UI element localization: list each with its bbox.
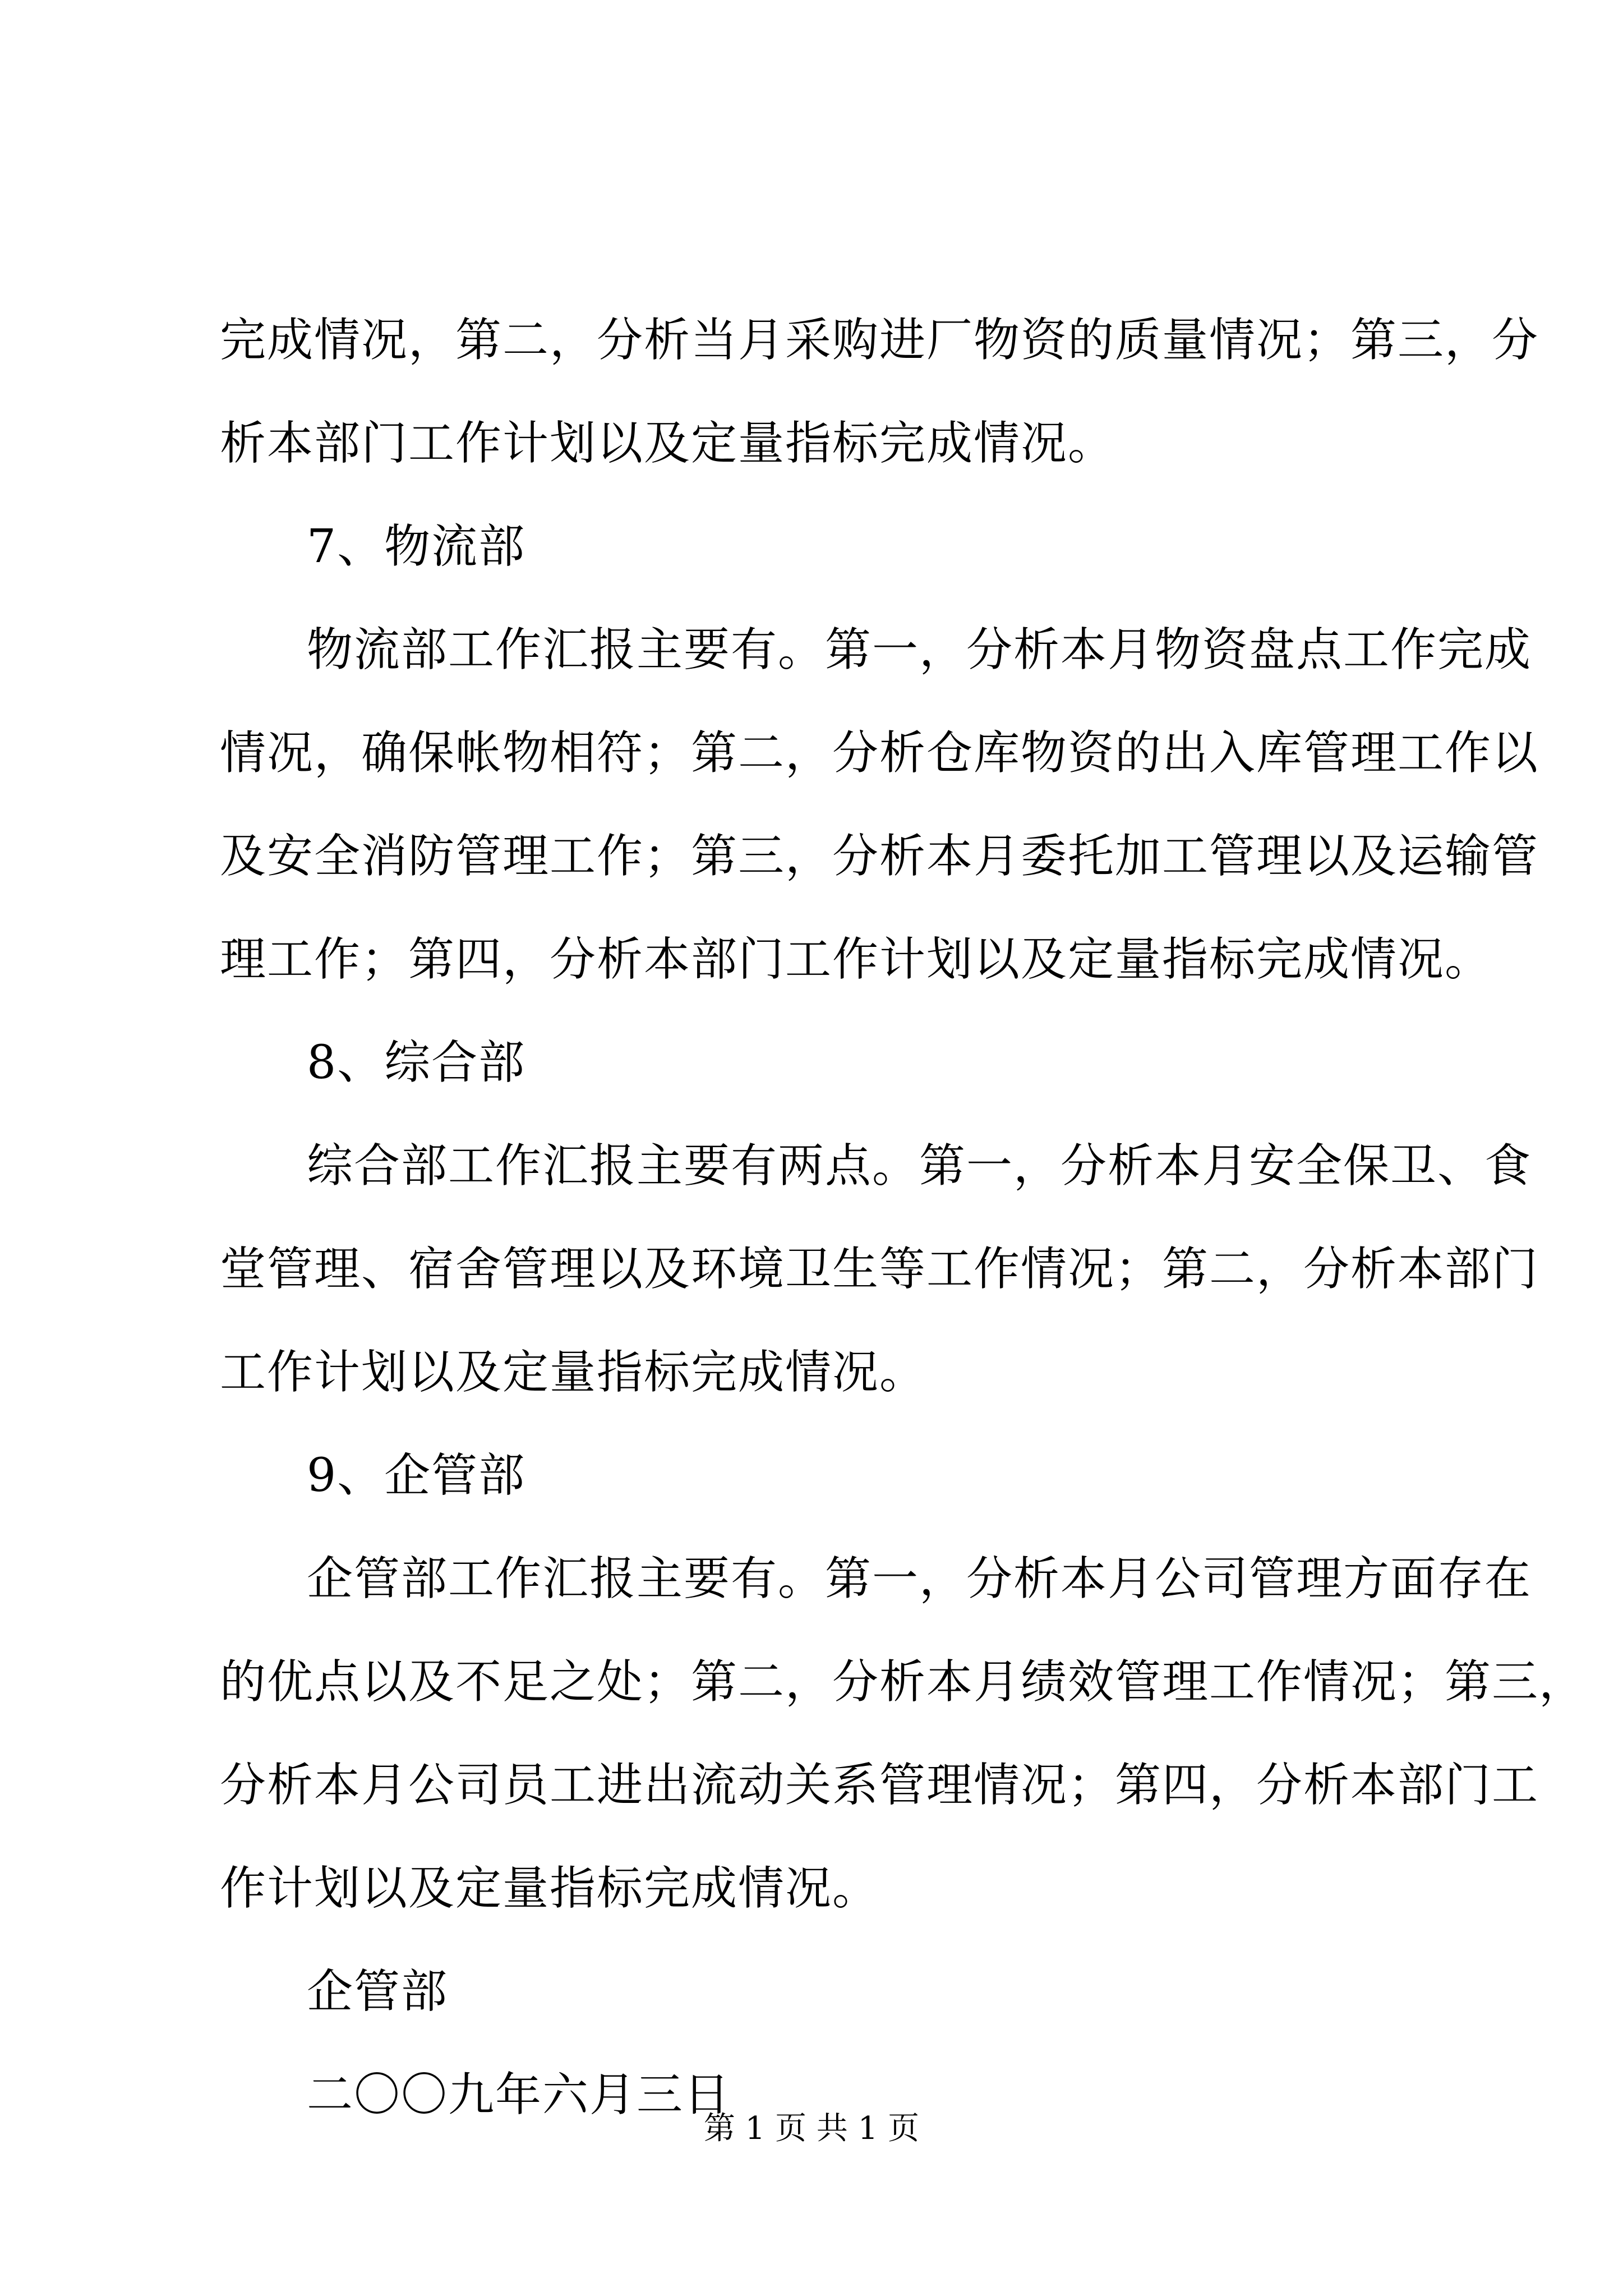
text-line-4: 物流部工作汇报主要有。第一，分析本月物资盘点工作完成 xyxy=(307,623,1532,677)
text-line-13: 企管部工作汇报主要有。第一，分析本月公司管理方面存在 xyxy=(307,1552,1532,1605)
signature-department: 企管部 xyxy=(307,1965,449,2018)
text-line-7: 理工作；第四，分析本部门工作计划以及定量指标完成情况。 xyxy=(220,933,1492,986)
section-heading-enterprise-management: 9、企管部 xyxy=(307,1449,526,1502)
text-line-11: 工作计划以及定量指标完成情况。 xyxy=(220,1346,927,1399)
document-body xyxy=(220,289,1587,2147)
text-line-16: 作计划以及定量指标完成情况。 xyxy=(220,1862,880,1915)
signature-date: 二〇〇九年六月三日 xyxy=(307,2068,731,2122)
text-line-5: 情况，确保帐物相符；第二，分析仓库物资的出入库管理工作以 xyxy=(220,726,1539,780)
section-heading-general-affairs: 8、综合部 xyxy=(307,1036,526,1089)
text-line-14: 的优点以及不足之处；第二，分析本月绩效管理工作情况；第三， xyxy=(220,1655,1587,1709)
text-line-15: 分析本月公司员工进出流动关系管理情况；第四，分析本部门工 xyxy=(220,1759,1539,1812)
text-line-2: 析本部门工作计划以及定量指标完成情况。 xyxy=(220,417,1115,470)
page-footer: 第 1 页 共 1 页 xyxy=(703,2110,920,2147)
section-heading-logistics: 7、物流部 xyxy=(307,520,526,573)
text-line-6: 及安全消防管理工作；第三，分析本月委托加工管理以及运输管 xyxy=(220,830,1539,883)
text-line-1: 完成情况，第二，分析当月采购进厂物资的质量情况；第三，分 xyxy=(220,314,1539,367)
text-line-9: 综合部工作汇报主要有两点。第一，分析本月安全保卫、食 xyxy=(307,1139,1532,1193)
text-line-10: 堂管理、宿舍管理以及环境卫生等工作情况；第二，分析本部门 xyxy=(220,1243,1539,1296)
